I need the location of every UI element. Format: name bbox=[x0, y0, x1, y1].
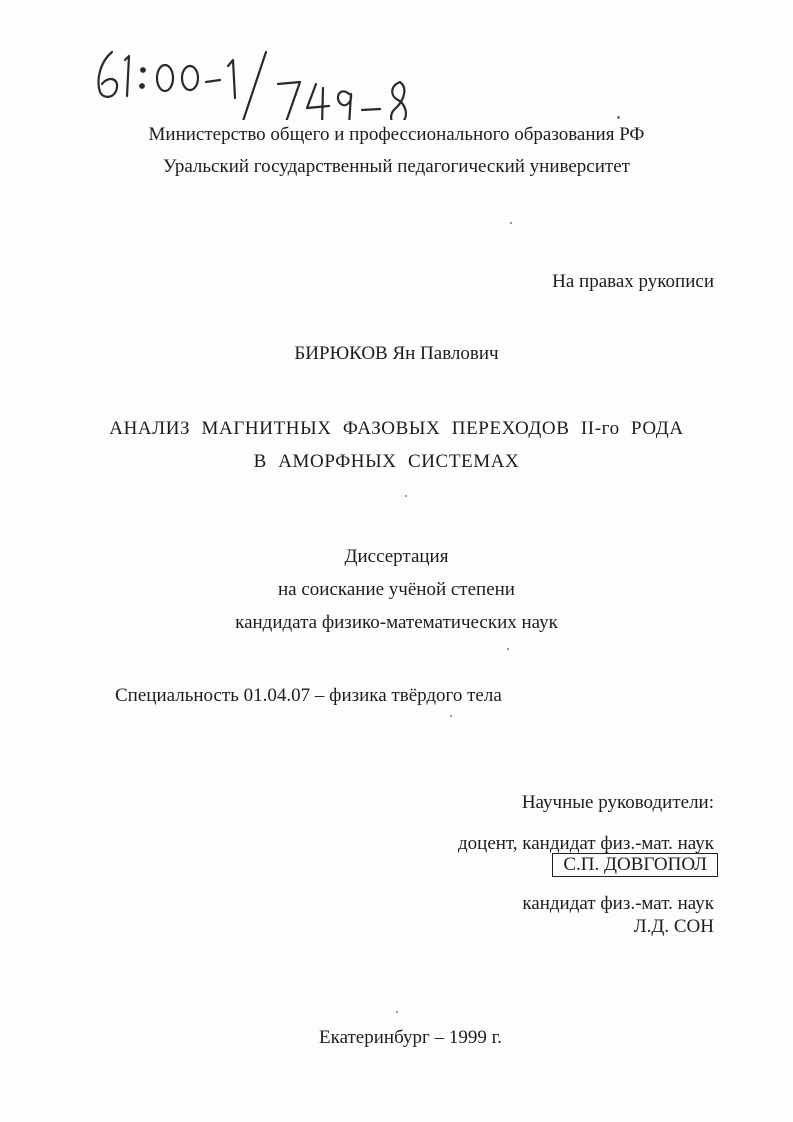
manuscript-note: На правах рукописи bbox=[552, 271, 714, 292]
scan-speck bbox=[396, 1011, 398, 1013]
supervisor-1-title: доцент, кандидат физ.-мат. наук bbox=[458, 833, 714, 854]
scan-speck bbox=[450, 715, 452, 717]
handwritten-archive-number bbox=[90, 40, 430, 120]
author-name: БИРЮКОВ Ян Павлович bbox=[294, 343, 499, 364]
supervisor-2-title: кандидат физ.-мат. наук bbox=[522, 893, 714, 914]
supervisor-1-name: С.П. ДОВГОПОЛ bbox=[552, 853, 718, 877]
university-line: Уральский государственный педагогический университет bbox=[163, 156, 630, 177]
scan-speck bbox=[507, 648, 509, 650]
place-year: Екатеринбург – 1999 г. bbox=[319, 1027, 502, 1048]
ministry-line: Министерство общего и профессионального образования РФ bbox=[148, 124, 645, 145]
supervisors-heading: Научные руководители: bbox=[521, 792, 714, 813]
thesis-title-line-1: АНАЛИЗ МАГНИТНЫХ ФАЗОВЫХ ПЕРЕХОДОВ II-го РОДА bbox=[109, 418, 684, 439]
scan-speck bbox=[405, 495, 407, 497]
thesis-purpose: на соискание учёной степени bbox=[278, 579, 515, 600]
supervisor-2-name: Л.Д. СОН bbox=[633, 916, 714, 937]
scan-speck bbox=[617, 116, 620, 119]
thesis-type: Диссертация bbox=[344, 546, 449, 567]
scan-speck bbox=[510, 222, 512, 224]
thesis-title-line-2: В АМОРФНЫХ СИСТЕМАХ bbox=[253, 451, 520, 472]
specialty-line: Специальность 01.04.07 – физика твёрдого тела bbox=[115, 685, 502, 706]
thesis-degree: кандидата физико-математических наук bbox=[235, 612, 558, 633]
